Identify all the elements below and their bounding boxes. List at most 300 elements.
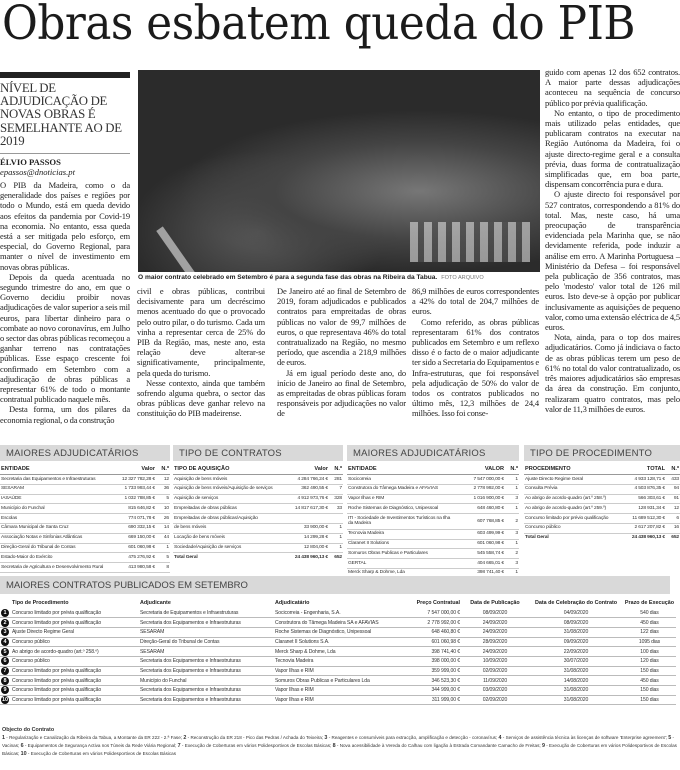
table-row xyxy=(173,543,343,553)
table-cell: 12 327 782,28 € xyxy=(108,475,156,485)
paragraph: Já em igual período deste ano, do início de Janeiro ao final de Setembro, as empreitadas de obras públicas foram responsáveis por adjudicações no valor de xyxy=(277,367,406,419)
table-cell: 150 dias xyxy=(623,695,676,705)
table-cell: 31/08/2020 xyxy=(529,666,623,676)
table-cell: 11 689 512,30 € xyxy=(618,514,666,524)
table-cell: Socicorreia - Engenharia, S.A. xyxy=(274,608,399,618)
table-cell: Construtora do Tâmega Madeira e AFAVIAS xyxy=(347,484,457,494)
column-header: N.º xyxy=(329,465,343,475)
table-cell: Concurso limitado por prévia qualificação xyxy=(11,608,139,618)
table-cell: 31/08/2020 xyxy=(529,695,623,705)
contract-row xyxy=(0,647,676,657)
table-cell: Somuros Obras Publicas e Particulares xyxy=(347,549,457,559)
table-cell: 774 071,78 € xyxy=(108,514,156,524)
table-cell: Consulta Prévia xyxy=(524,484,618,494)
table-cell: 545 558,74 € xyxy=(457,549,505,559)
table-cell: 362 490,55 € xyxy=(281,484,329,494)
column-header: PROCEDIMENTO xyxy=(524,465,618,475)
table-cell: Concurso limitado por prévia qualificação xyxy=(11,686,139,696)
table-cell: 450 dias xyxy=(623,676,676,686)
contract-row xyxy=(0,695,676,705)
table-row xyxy=(0,563,170,573)
total-cell: 24 438 960,13 € xyxy=(294,554,328,560)
paragraph: civil e obras públicas, contribui decisivamente para um decréscimo menos acentuado do que o provocado pelo outro pilar, o do turismo. Cada um vinha a representar cerca de 25% do PIB da Região, mas, neste ano, esta relação deve alterar-se significativamente, principalmente, pela queda do turismo. xyxy=(137,286,265,378)
contract-row xyxy=(0,618,676,628)
table-cell: 14 299,28 € xyxy=(281,533,329,543)
table-cell: 150 dias xyxy=(623,666,676,676)
note-number: 10 xyxy=(20,751,27,757)
table-cell: 1 016 900,00 € xyxy=(457,494,505,504)
table-row xyxy=(173,475,343,485)
table-cell: 02/09/2020 xyxy=(461,666,529,676)
table-cell: 14 817 617,30 € xyxy=(281,504,329,514)
table-cell: 22/09/2020 xyxy=(529,647,623,657)
table-cell: 601 060,98 € xyxy=(108,543,156,553)
column-header: TOTAL xyxy=(618,465,666,475)
table-cell: Merck Sharp & Dohme, Lda xyxy=(347,568,457,578)
table-cell: Concurso limitado por prévia qualificação xyxy=(11,695,139,705)
table-cell: Direção-Geral do Tribunal de Contas xyxy=(139,637,274,647)
paragraph: Desta forma, um dos pilares da economia regional, o da construção xyxy=(0,404,130,425)
note-text: Execução de Coberturas em vários Polidesportivos de Escolas Básicas xyxy=(30,751,177,756)
table-cell: Vapor Ilhas e RIM xyxy=(347,494,457,504)
table-row xyxy=(347,484,519,494)
table-cell: 1 xyxy=(329,543,343,553)
table-cell: Tecnovia Madeira xyxy=(347,529,457,539)
table-row xyxy=(524,514,680,524)
total-row xyxy=(524,533,680,542)
table-cell: IASAÚDE xyxy=(0,494,108,504)
table-title: MAIORES ADJUDICATÁRIOS xyxy=(0,445,170,461)
table-row xyxy=(173,484,343,494)
rank-badge: 1 xyxy=(1,609,9,617)
table-cell: Roche Sistemas de Diagnóstico, Unipessoal xyxy=(274,627,399,637)
table-cell: 08/09/2020 xyxy=(529,618,623,628)
column-header: N.º xyxy=(666,465,680,475)
note-number: 5 xyxy=(668,735,672,741)
total-cell: Total Geral xyxy=(525,535,549,541)
table-cell: Secretaria de Agricultura e Desenvolvimento Rural xyxy=(0,563,108,573)
table-cell: 566 303,61 € xyxy=(618,494,666,504)
contract-row xyxy=(0,637,676,647)
column-header: Prazo de Execução xyxy=(624,600,675,606)
table-cell: Secretaria dos Equipamentos e Infraestruturas xyxy=(139,686,274,696)
table-cell: 450 dias xyxy=(623,618,676,628)
table-cell: 30/07/2020 xyxy=(529,656,623,666)
table-cell: 328 xyxy=(329,494,343,504)
table-cell: 2 xyxy=(505,549,519,559)
table-cell: SESARAM xyxy=(139,647,274,657)
section-bar xyxy=(0,72,130,78)
table-cell: Associação Notas e Sinfonias Atlânticas xyxy=(0,533,108,543)
table-cell: Merck Sharp & Dohme, Lda xyxy=(274,647,399,657)
ribeira-da-tabua-photo xyxy=(138,70,540,272)
table-cell: SESARAM xyxy=(139,627,274,637)
table-cell: ITI - Sociedade de Investimentos Turísticos na Ilha da Madeira xyxy=(347,514,457,530)
total-cell: 652 xyxy=(334,554,342,560)
left-column xyxy=(0,72,130,425)
note-number: 6 xyxy=(20,743,24,749)
note-number: 4 xyxy=(498,735,502,741)
table-cell: 2 617 207,82 € xyxy=(618,523,666,533)
table-row xyxy=(0,494,170,504)
table-cell: 433 xyxy=(666,475,680,485)
column-header: Adjudicatário xyxy=(275,600,310,606)
table-cell: 4 933 128,71 € xyxy=(618,475,666,485)
table-row xyxy=(347,494,519,504)
table-cell: Câmara Municipal de Santa Cruz xyxy=(0,523,108,533)
rank-badge: 7 xyxy=(1,667,9,675)
table-cell: 5 xyxy=(156,553,170,563)
table-cell: Ao abrigo de acordo-quadro (art.º 258.º) xyxy=(524,494,618,504)
contract-row xyxy=(0,608,676,618)
table-row xyxy=(0,553,170,563)
table-cell: 24/09/2020 xyxy=(461,647,529,657)
table-cell: Concurso público xyxy=(524,523,618,533)
table-cell: 815 646,82 € xyxy=(108,504,156,514)
table-cell: 281 xyxy=(329,475,343,485)
table-cell: SESARAM xyxy=(0,484,108,494)
table-cell: 91 xyxy=(666,494,680,504)
table-cell: Secretaria dos Equipamentos e Infraestruturas xyxy=(139,666,274,676)
table-cell: 11/09/2020 xyxy=(461,676,529,686)
note-number: 9 xyxy=(541,743,545,749)
table-cell: Vapor Ilhas e RIM xyxy=(274,666,399,676)
note-number: 7 xyxy=(177,743,181,749)
table-cell: 12 xyxy=(156,475,170,485)
note-text: Serviços de assistência técnica às licenças de software 'Enterprise agreement'; xyxy=(505,735,667,740)
column-header: N.º xyxy=(156,465,170,475)
table-row xyxy=(173,514,343,524)
table-row xyxy=(347,559,519,569)
paragraph: O PIB da Madeira, como o da generalidade dos países e regiões por todo o Mundo, está em queda devido aos efeitos da pandemia por Covid-19 na economia. No entanto, essa queda está a ser mitigada pelo esforço, em especial, do Governo Regional, para manter o nível de investimento em novas obras públicas. xyxy=(0,180,130,272)
total-cell: 652 xyxy=(671,535,679,541)
table-cell: 2 xyxy=(505,514,519,530)
table-cell: Empreitadas de obras públicas/Aquisição xyxy=(173,514,281,524)
table-title: TIPO DE CONTRATOS xyxy=(173,445,343,461)
rank-badge: 2 xyxy=(1,619,9,627)
table-row xyxy=(0,475,170,485)
table-cell: Escolas xyxy=(0,514,108,524)
table-cell: Aquisição de bens móveis/Aquisição de serviços xyxy=(173,484,281,494)
table-cell: 24/09/2020 xyxy=(461,618,529,628)
table-cell: Empreitadas de obras públicas xyxy=(173,504,281,514)
column-header: Preço Contratual xyxy=(416,600,460,606)
table-cell: 690 332,15 € xyxy=(108,523,156,533)
table-cell: Ajuste Directo Regime Geral xyxy=(11,627,139,637)
table-cell: 5 xyxy=(156,494,170,504)
table-cell: 601 060,98 € xyxy=(457,539,505,549)
rank-badge: 3 xyxy=(1,628,9,636)
paragraph: guido com apenas 12 dos 652 contratos. A maior parte dessas adjudicações aconteceu na sequência de concurso público por prévia qualificação. xyxy=(545,67,680,108)
table-row xyxy=(524,475,680,485)
table-cell: 33 900,00 € xyxy=(281,523,329,533)
table-cell: 24/09/2020 xyxy=(461,627,529,637)
table-cell: 1 xyxy=(505,475,519,485)
contract-row xyxy=(0,627,676,637)
article-column-5 xyxy=(545,67,680,414)
rank-badge: 4 xyxy=(1,638,9,646)
author-name: ÉLVIO PASSOS xyxy=(0,157,61,168)
table-cell: Construtora do Tâmega Madeira SA e AFAVIAS xyxy=(274,618,399,628)
table-cell: 08/09/2020 xyxy=(461,608,529,618)
note-number: 1 xyxy=(2,735,5,741)
note-text: Equipamentos de Segurança Activa nos Túneis da Rede Viária Regional; xyxy=(27,743,177,748)
note-text: Reagentes e consumíveis para extracção, amplificação e detecção - coronavírus; xyxy=(331,735,498,740)
table-cell: 344 999,00 € xyxy=(399,686,461,696)
table-cell: 128 931,34 € xyxy=(618,504,666,514)
table-cell: 669 150,00 € xyxy=(108,533,156,543)
paragraph: O ajuste directo foi responsável por 527 contratos, correspondendo a 81% do total. Mas, neste caso, há uma preocupação de transparência evidenciada pela Marinha que, se não devidamente referida, pode induzir a análise em erro. A Marinha Portuguesa – Ministério da Defesa – foi responsável pela publicação de 356 contratos, mas pelo 'modesto' valor total de 126 mil euros. Isto deve-se à opção por publicar inclusivamente as aquisições de pequeno valor, como uma extensão eléctrica de 4,5 euros. xyxy=(545,189,680,333)
paragraph: Nesse contexto, ainda que também sofrendo alguma quebra, o sector das obras públicas deve ganhar relevo na constituição do PIB madeirense. xyxy=(137,377,265,419)
column-header: TIPO DE AQUISIÇÃO xyxy=(173,465,281,475)
table-cell: 4 912 973,76 € xyxy=(281,494,329,504)
table-top-adjudicatarios xyxy=(0,445,170,573)
table-cell: Ao abrigo de acordo-quadro (art.º 258.º) xyxy=(11,647,139,657)
table-cell: 36 xyxy=(156,484,170,494)
table-cell: 1 xyxy=(505,504,519,514)
table-row xyxy=(347,504,519,514)
table-cell: Sociedade/Aquisição de serviços xyxy=(173,543,281,553)
table-row xyxy=(0,543,170,553)
table-row xyxy=(173,523,343,533)
table-cell: 398 000,00 € xyxy=(399,656,461,666)
table-cell: 14 xyxy=(156,523,170,533)
table-largest-contracts xyxy=(0,576,680,705)
table-cell: 648 460,80 € xyxy=(399,627,461,637)
table-cell xyxy=(329,514,343,524)
table-row xyxy=(524,523,680,533)
table-procedure-types xyxy=(524,445,680,543)
total-row xyxy=(173,553,343,562)
table-cell: 1 xyxy=(156,543,170,553)
rank-badge: 10 xyxy=(2,697,8,704)
table-cell: 7 xyxy=(329,484,343,494)
table-cell: 1 xyxy=(329,523,343,533)
table-cell: 4 503 876,35 € xyxy=(618,484,666,494)
table-cell: Vapor Ilhas e RIM xyxy=(274,695,399,705)
table-cell: Concurso limitado por prévia qualificação xyxy=(11,666,139,676)
caption-text: O maior contrato celebrado em Setembro é para a segunda fase das obras na Ribeira da Tabua. xyxy=(138,274,438,281)
paragraph: Depois da queda acentuada no segundo trimestre do ano, em que o Governo decidiu proibir novas adjudicações de valor superior a seis mil euros, para libertar dinheiro para o combate ao novo coronavírus, em Julho o sector das obras públicas recomeçou a ganhar terreno nas contratações públicas. Esse espaço crescente foi confirmado em Setembro com a adjudicação de obras públicas a representar 61% de todo o montante contratual publicado naquele mês. xyxy=(0,271,130,405)
table-title: MAIORES ADJUDICATÁRIOS xyxy=(347,445,519,461)
table-cell: Locação de bens móveis xyxy=(173,533,281,543)
table-row xyxy=(0,533,170,543)
table-cell: Claranet II Solutions S.A. xyxy=(274,637,399,647)
contract-row xyxy=(0,686,676,696)
table-row xyxy=(524,484,680,494)
table-cell: 3 xyxy=(505,529,519,539)
table-cell: 1 xyxy=(505,539,519,549)
contract-row xyxy=(0,676,676,686)
rank-badge: 9 xyxy=(1,686,9,694)
article-column-1 xyxy=(0,180,130,425)
table-cell: 8 xyxy=(156,563,170,573)
note-text: Execução de Coberturas em vários Polidesportivos de Escolas Básicas; xyxy=(184,743,332,748)
table-cell: 1 733 993,44 € xyxy=(108,484,156,494)
total-cell: Total Geral xyxy=(174,554,198,560)
table-cell: Concurso público xyxy=(11,656,139,666)
photo-credit: FOTO ARQUIVO xyxy=(441,275,484,281)
table-cell: 413 980,58 € xyxy=(108,563,156,573)
column-header: Data de Celebração do Contrato xyxy=(534,600,618,606)
article-column-2 xyxy=(137,286,265,419)
table-contract-types xyxy=(173,445,343,562)
table-cell: 6 xyxy=(666,514,680,524)
note-text: Reconstrução da ER 218 - Pico das Pedras / Achada do Teixeira; xyxy=(190,735,324,740)
note-text: Execução de Coberturas em vários Polidesportivos de Escolas Básicas; xyxy=(2,743,677,756)
table-cell: 601 060,98 € xyxy=(399,637,461,647)
table-row xyxy=(0,484,170,494)
table-cell: Município do Funchal xyxy=(139,676,274,686)
table-cell: Aquisição de bens móveis xyxy=(173,475,281,485)
table-row xyxy=(173,533,343,543)
note-text: Regularização e Canalização da Ribeira da Tabua, a Montante da ER 222 - 2.ª Fase; xyxy=(9,735,183,740)
total-cell: 24 438 960,13 € xyxy=(631,535,665,541)
table-cell: 2 778 992,00 € xyxy=(457,484,505,494)
table-cell: 94 xyxy=(666,484,680,494)
rank-badge: 5 xyxy=(1,648,9,656)
table-cell: 404 665,01 € xyxy=(457,559,505,569)
table-cell: Estado-Maior do Exército xyxy=(0,553,108,563)
table-cell: 359 999,00 € xyxy=(399,666,461,676)
table-row xyxy=(0,504,170,514)
table-cell: 475 276,92 € xyxy=(108,553,156,563)
table-cell: Concurso limitado por prévia qualificação xyxy=(11,676,139,686)
table-cell: de bens móveis xyxy=(173,523,281,533)
table-cell: Socicorreia xyxy=(347,475,457,485)
paragraph: No entanto, o tipo de procedimento mais utilizado pelas entidades, que publicaram contratos na executar na Região Autónoma da Madeira, foi o ajuste directo-regime geral e a consulta prévia, duas forma de contratualização simplificadas que, em boa parte, dispensam concorrência pura e dura. xyxy=(545,107,680,190)
contract-row xyxy=(0,656,676,666)
table-cell: 12 xyxy=(666,504,680,514)
contract-objects-notes: Objecto do Contrato 1 - Regularização e Canalização da Ribeira da Tabua, a Montante da ER 222 - 2.ª Fase; 2 - Reconstrução da ER 218 - Pico das Pedras / Achada do Teixeira; 3 - Reagentes e consumíveis para extracção, amplificação e detecção - coronavírus; 4 - Serviços de assistência técnica às licenças de software 'Enterprise agreement'; 5 - Vacinas; 6 - Equipamentos de Segurança Activa nos Túneis da Rede Viária Regional; 7 - Execução de Coberturas em vários Polidesportivos de Escolas Básicas; 8 - Nova acessibilidade à Vereda do Calhau com ligação à Estrada Comandante Camacho de Freitas; 9 - Execução de Coberturas em vários Polidesportivos de Escolas Básicas; 10 - Execução de Coberturas em vários Polidesportivos de Escolas Básicas xyxy=(2,727,677,757)
table-cell: 603 499,99 € xyxy=(457,529,505,539)
table-cell: Claranet II Solutions xyxy=(347,539,457,549)
table-cell: 3 xyxy=(505,494,519,504)
table-cell: 28/09/2020 xyxy=(461,637,529,647)
table-row xyxy=(347,539,519,549)
table-cell: 7 547 000,00 € xyxy=(457,475,505,485)
table-cell: 31/08/2020 xyxy=(529,686,623,696)
table-cell: 3 xyxy=(505,559,519,569)
table-cell: Vapor Ilhas e RIM xyxy=(274,686,399,696)
paragraph: 86,9 milhões de euros correspondentes a 42% do total de 204,7 milhões de euros. xyxy=(412,286,539,317)
headline: Obras esbatem queda do PIB xyxy=(2,0,636,51)
table-row xyxy=(347,529,519,539)
table-cell: 311 999,00 € xyxy=(399,695,461,705)
table-cell: 33 xyxy=(329,504,343,514)
table-cell: 1095 dias xyxy=(623,637,676,647)
table-cell: 648 460,80 € xyxy=(457,504,505,514)
rank-badge: 6 xyxy=(1,657,9,665)
table-cell: 16 xyxy=(666,523,680,533)
table-title: TIPO DE PROCEDIMENTO xyxy=(524,445,680,461)
table-cell: 04/09/2020 xyxy=(529,608,623,618)
column-header: Tipo de Procedimento xyxy=(12,600,69,606)
contract-row xyxy=(0,666,676,676)
table-cell: 31/08/2020 xyxy=(529,627,623,637)
table-cell: 7 547 000,00 € xyxy=(399,608,461,618)
table-cell: Secretaria dos Equipamentos e Infraestruturas xyxy=(139,695,274,705)
table-cell: Secretaria dos Equipamentos e Infraestruturas xyxy=(139,618,274,628)
column-header: N.º xyxy=(505,465,519,475)
table-cell: 398 741,40 € xyxy=(399,647,461,657)
table-cell: 10/09/2020 xyxy=(461,656,529,666)
table-cell: 2 778 992,00 € xyxy=(399,618,461,628)
table-cell: 346 523,30 € xyxy=(399,676,461,686)
table-cell: 1 032 788,85 € xyxy=(108,494,156,504)
table-row xyxy=(347,549,519,559)
notes-title: Objecto do Contrato xyxy=(2,727,55,733)
table-cell: Município do Funchal xyxy=(0,504,108,514)
note-number: 8 xyxy=(332,743,336,749)
table-cell: Secretaria de Equipamentos e Infraestruturas xyxy=(139,608,274,618)
table-cell: 03/09/2020 xyxy=(461,686,529,696)
table-row xyxy=(0,523,170,533)
table-cell: Secretaria das Equipamentos e Infraestruturas xyxy=(0,475,108,485)
table-cell: 607 768,85 € xyxy=(457,514,505,530)
table-row xyxy=(173,494,343,504)
table-row xyxy=(347,475,519,485)
table-cell: 398 741,40 € xyxy=(457,568,505,578)
table-cell: 10 xyxy=(156,504,170,514)
table-cell: 02/09/2020 xyxy=(461,695,529,705)
table-cell: 14/08/2020 xyxy=(529,676,623,686)
table-cell: Concurso limitado por prévia qualificação xyxy=(11,618,139,628)
column-header: Valor xyxy=(281,465,329,475)
table-cell: 100 dias xyxy=(623,647,676,657)
table-cell: Somuros Obras Publicas e Particulares Lda xyxy=(274,676,399,686)
rank-badge: 8 xyxy=(1,677,9,685)
table-cell: 1 xyxy=(329,533,343,543)
paragraph: Nota, ainda, para o top dos maires adjudicatários. Como já indiciava o facto de as obras públicas terem um peso de 61% no total do valor contratualizado, os três maiores adjudicatários são empresas da área da construção. Em conjunto, realizaram quatro contratos, mas pelo valor de 11,3 milhões de euros. xyxy=(545,332,680,414)
column-header: Valor xyxy=(108,465,156,475)
table-cell: 44 xyxy=(156,533,170,543)
column-header: Adjudicante xyxy=(140,600,171,606)
table-cell: Direção-Geral do Tribunal de Contas xyxy=(0,543,108,553)
table-cell: 120 dias xyxy=(623,656,676,666)
table-cell: 09/09/2020 xyxy=(529,637,623,647)
table-cell: Secretaria dos Equipamentos e Infraestruturas xyxy=(139,656,274,666)
note-text: Nova acessibilidade à Vereda do Calhau com ligação à Estrada Comandante Camacho de Freitas; xyxy=(339,743,541,748)
author-email[interactable]: epassos@dnoticias.pt xyxy=(0,167,75,178)
table-cell: Aquisição de serviços xyxy=(173,494,281,504)
table-cell: Ao abrigo de acordo-quadro (art.º 259.º) xyxy=(524,504,618,514)
paragraph: De Janeiro até ao final de Setembro de 2019, foram adjudicados e publicados contratos para empreitadas de obras públicas no valor de 99,7 milhões de euros, o que representava 46% do total contratualizado na Região, no mesmo período, que ascendia a 218,9 milhões de euros. xyxy=(277,286,406,368)
table-row xyxy=(0,514,170,524)
subheadline: NÍVEL DE ADJUDICAÇÃO DE NOVAS OBRAS É SEMELHANTE AO DE 2019 xyxy=(0,81,122,148)
table-cell: 12 804,00 € xyxy=(281,543,329,553)
table-title: MAIORES CONTRATOS PUBLICADOS EM SETEMBRO xyxy=(0,576,670,594)
note-number: 2 xyxy=(183,735,187,741)
article-column-4 xyxy=(412,286,539,419)
table-cell: Tecnovia Madeira xyxy=(274,656,399,666)
table-cell: Roche Sistemas de Diagnóstico, Unipessoal xyxy=(347,504,457,514)
table-top-adjudicatarios-september xyxy=(347,445,519,579)
note-number: 3 xyxy=(324,735,328,741)
table-cell: 26 xyxy=(156,514,170,524)
table-row xyxy=(173,504,343,514)
photo-caption xyxy=(138,274,540,282)
article-column-3 xyxy=(277,286,406,419)
table-row xyxy=(524,504,680,514)
column-header: Data de Publicação xyxy=(470,600,520,606)
column-header: VALOR xyxy=(457,465,505,475)
table-cell: Concurso limitado por prévio qualificação xyxy=(524,514,618,524)
table-cell: 1 xyxy=(505,484,519,494)
divider xyxy=(0,153,130,154)
table-cell: 540 dias xyxy=(623,608,676,618)
table-cell: 150 dias xyxy=(623,686,676,696)
